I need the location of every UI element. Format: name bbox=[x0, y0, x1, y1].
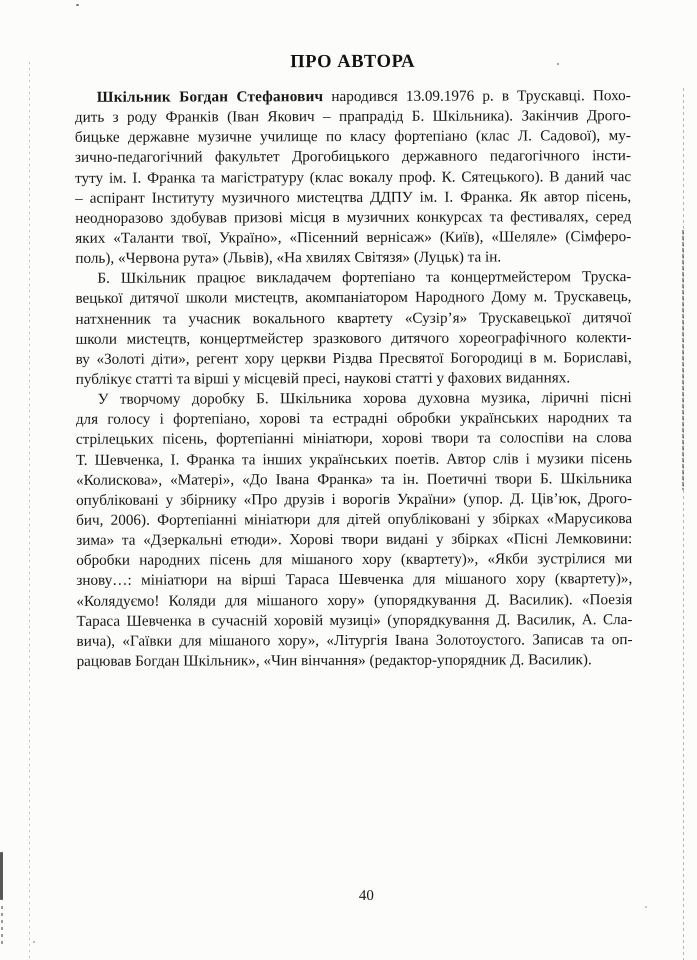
text-line: бицьке державне музичне училище по класу фортепіано (клас Л. Садової), му- bbox=[74, 127, 631, 147]
text-line: натхненник та учасник вокального квартету «Сузір’я» Трускавецької дитячої bbox=[75, 308, 632, 328]
text-line: туту ім. І. Франка та магістратуру (клас вокалу проф. К. Сятецького). В даний час bbox=[75, 167, 632, 187]
text-line: – аспірант Інституту музичного мистецтва ДДПУ ім. І. Франка. Як автор пісень, bbox=[75, 187, 632, 207]
paragraph-1 bbox=[75, 86, 632, 269]
text-line: «Колядуємо! Коляди для мішаного хору» (упорядкування Д. Василик). «Поезія bbox=[76, 590, 633, 610]
page-title: ПРО АВТОРА bbox=[290, 51, 416, 73]
text-line: поль), «Червона рута» (Львів), «На хвилях Світязя» (Луцьк) та ін. bbox=[75, 248, 502, 267]
page-number: 40 bbox=[358, 887, 374, 904]
scan-speck bbox=[557, 63, 559, 65]
text-line: опубліковані у збірнику «Про друзів і ворогів України» (упор. Д. Ців’юк, Дрого- bbox=[76, 489, 633, 509]
scan-speck bbox=[33, 941, 35, 943]
text-line: «Колискова», «Матері», «До Івана Франка» та ін. Поетичні твори Б. Шкільника bbox=[75, 469, 633, 489]
text-line: рацював Богдан Шкільник», «Чин вінчання» (редактор-упорядник Д. Василик). bbox=[76, 651, 592, 670]
paragraph-3 bbox=[76, 388, 633, 672]
text-line: школи мистецтв, концертмейстер зразкового дитячого хореографічного колекти- bbox=[75, 328, 632, 348]
text-line: зично-педагогічний факультет Дрогобицького державного педагогічного інсти- bbox=[74, 147, 632, 167]
right-edge-dark-artifact bbox=[682, 230, 684, 490]
text-line: дить з роду Франків (Іван Якович – прапрадід Б. Шкільника). Закінчив Дрого- bbox=[74, 107, 631, 126]
text-line: ву «Золоті діти», регент хору церкви Різдва Пресвятої Богородиці в м. Бориславі, bbox=[75, 348, 632, 368]
text-line: публікує статті та вірші у місцевій пресі, наукові статті у фахових виданнях. bbox=[75, 369, 571, 388]
left-edge-perforation-artifact bbox=[29, 62, 30, 960]
left-edge-ink-mark-2 bbox=[1, 906, 3, 946]
scan-speck bbox=[76, 4, 79, 6]
text-line: вича), «Гаївки для мішаного хору», «Літургія Івана Золотоустого. Записав та оп- bbox=[76, 630, 633, 650]
right-edge-perforation-artifact bbox=[683, 88, 684, 960]
text-line: зима» та «Дзеркальні етюди». Хорові твори видані у збірках «Пісні Лемковини: bbox=[76, 530, 633, 549]
text-line: Тараса Шевченка в сучасній хоровій музиці» (упорядкування Д. Василик, А. Сла- bbox=[76, 610, 633, 630]
text-line: для голосу і фортепіано, хорові та естрадні обробки українських народних та bbox=[75, 409, 632, 429]
text-line: вецької дитячої школи мистецтв, акомпаніатором Народного Дому м. Трускавець, bbox=[75, 288, 632, 308]
text-line: стрілецьких пісень, фортепіанні мініатюри, хорові твори та солоспіви на слова bbox=[75, 429, 632, 449]
paragraph-2 bbox=[75, 267, 631, 390]
text-block bbox=[75, 86, 633, 672]
text-line: У творчому доробку Б. Шкільника хорова духовна музика, ліричні пісні bbox=[97, 389, 632, 408]
text-line: бич, 2006). Фортепіанні мініатюри для дітей опубліковані у збірках «Марусикова bbox=[76, 510, 633, 529]
text-line: знову…: мініатюри на вірші Тараса Шевченка для мішаного хору (квартету)», bbox=[76, 570, 633, 590]
text-line: яких «Таланти твої, Україно», «Пісенний вернісаж» (Київ), «Шеляле» (Сімферо- bbox=[75, 228, 632, 247]
scan-speck bbox=[645, 906, 647, 908]
text-line: Шкільник Богдан Стефанович народився 13.09.1976 р. в Трускавці. Похо- bbox=[96, 87, 631, 106]
text-line: Т. Шевченка, І. Франка та інших українських поетів. Автор слів і музики пісень bbox=[75, 449, 632, 469]
text-line: обробки народних пісень для мішаного хору (квартету)», «Якби зустрілися ми bbox=[76, 550, 633, 570]
left-edge-ink-mark bbox=[0, 852, 3, 900]
text-line: Б. Шкільник працює викладачем фортепіано та концертмейстером Труска- bbox=[97, 268, 632, 288]
text-line: неодноразово здобував призові місця в музичних конкурсах та фестивалях, серед bbox=[75, 207, 632, 227]
